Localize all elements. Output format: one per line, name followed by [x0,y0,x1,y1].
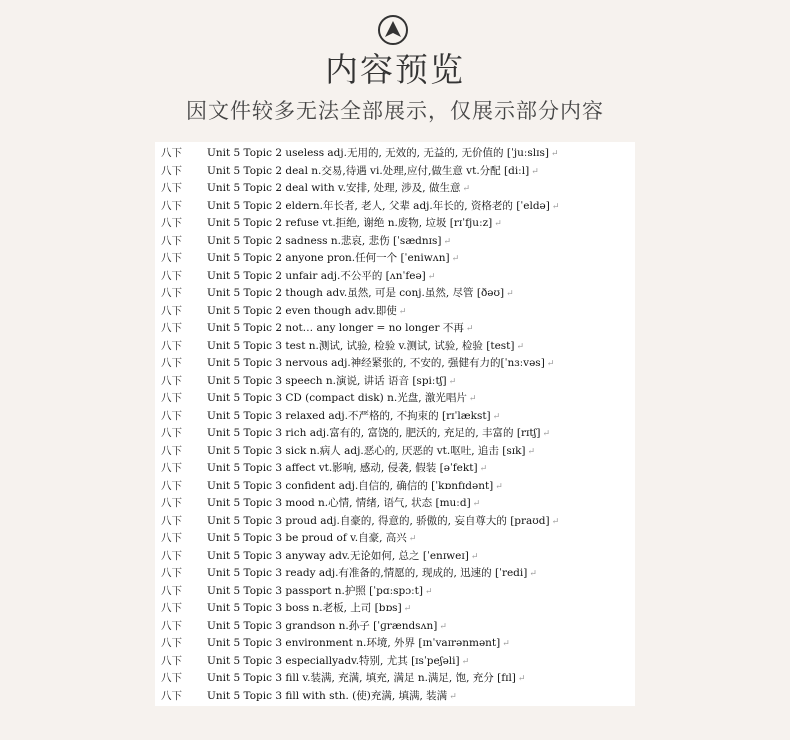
vocab-entry [207,163,539,182]
return-mark-icon: ↵ [517,674,526,684]
vocab-row [155,250,635,268]
vocab-entry [207,320,473,339]
return-mark-icon: ↵ [529,569,537,579]
return-mark-icon: ↵ [494,219,502,229]
vocab-row [155,355,635,373]
grade-label: 八下 [161,409,182,422]
return-mark-icon: ↵ [468,394,477,404]
vocab-row [155,513,635,531]
vocab-entry-text: Unit 5 Topic 2 unfair adj.不公平的 [ʌnˈfeə] [207,269,426,282]
grade-label: 八下 [161,619,182,632]
vocab-entry-text: Unit 5 Topic 3 boss n.老板, 上司 [bɒs] [207,602,402,614]
return-mark-icon: ↵ [495,481,503,492]
vocab-entry [207,635,510,654]
grade-label: 八下 [161,689,182,702]
vocab-row [155,373,635,391]
vocab-entry [207,180,470,199]
grade-label: 八下 [161,444,182,457]
grade-label: 八下 [161,567,182,579]
vocab-entry-text: Unit 5 Topic 2 deal with v.安排, 处理, 涉及, 做生意 [207,182,461,194]
vocab-entry-text: Unit 5 Topic 3 ready adj.有准备的,情愿的, 现成的, 迅速的 [ˈredi] [207,567,528,579]
return-mark-icon: ↵ [516,341,525,352]
vocab-entry-text: Unit 5 Topic 2 deal n.交易,待遇 vi.处理,应付,做生意 vt.分配 [diːl] [207,164,530,177]
return-mark-icon: ↵ [506,289,514,299]
vocab-entry [207,443,535,462]
return-mark-icon: ↵ [451,254,460,264]
grade-label: 八下 [161,479,182,492]
vocab-row [155,565,635,583]
vocab-entry [207,495,480,514]
grade-label: 八下 [161,217,182,229]
grade-label: 八下 [161,164,182,177]
grade-label: 八下 [161,532,182,544]
return-mark-icon: ↵ [449,691,457,702]
vocab-row [155,688,635,706]
grade-label: 八下 [161,514,182,527]
vocab-entry [207,583,433,602]
grade-label: 八下 [161,654,182,667]
vocab-row [155,425,635,443]
vocab-entry-text: Unit 5 Topic 3 sick n.病人 adj.恶心的, 厌恶的 vt.呕吐, 追击 [sɪk] [207,444,526,457]
vocab-entry [207,198,559,217]
vocab-row [155,600,635,618]
vocab-entry [207,688,457,707]
vocab-entry [207,268,435,287]
vocab-entry-text: Unit 5 Topic 3 speech n.演说, 讲话 语音 [spiːtʃ] [207,374,447,387]
vocab-entry-text: Unit 5 Topic 3 mood n.心情, 情绪, 语气, 状态 [muːd] [207,497,471,509]
vocab-row [155,670,635,688]
vocab-entry-text: Unit 5 Topic 2 though adv.虽然, 可是 conj.虽然, 尽管 [ðəʊ] [207,287,505,299]
vocab-entry-text: Unit 5 Topic 3 proud adj.自豪的, 得意的, 骄傲的, 妄自尊大的 [praʊd] [207,514,550,527]
vocab-entry-text: Unit 5 Topic 3 confident adj.自信的, 确信的 [ˈkɒnfɪdənt] [207,479,494,492]
grade-label: 八下 [161,357,182,369]
vocab-entry-text: Unit 5 Topic 3 fill v.装满, 充满, 填充, 满足 n.满足, 饱, 充分 [fɪl] [207,672,516,684]
grade-label: 八下 [161,287,182,299]
vocab-row [155,530,635,548]
return-mark-icon: ↵ [448,376,457,387]
vocab-entry [207,670,525,689]
vocab-entry [207,408,500,427]
vocab-entry-text: Unit 5 Topic 3 be proud of v.自豪, 高兴 [207,532,407,544]
vocab-row [155,495,635,513]
return-mark-icon: ↵ [542,429,551,439]
document-preview [155,142,635,706]
vocab-entry [207,425,550,444]
grade-label: 八下 [161,304,182,317]
return-mark-icon: ↵ [531,166,539,177]
vocab-entry [207,303,406,322]
vocab-row [155,320,635,338]
return-mark-icon: ↵ [398,306,407,317]
vocab-row [155,338,635,356]
grade-label: 八下 [161,672,182,684]
return-mark-icon: ↵ [462,184,471,194]
return-mark-icon: ↵ [527,446,536,457]
grade-label: 八下 [161,584,182,597]
vocab-entry [207,338,524,357]
vocab-entry [207,513,559,532]
vocab-row [155,443,635,461]
grade-label: 八下 [161,322,182,334]
return-mark-icon: ↵ [427,271,436,282]
return-mark-icon: ↵ [403,604,412,614]
grade-label: 八下 [161,549,182,562]
vocab-entry [207,460,487,479]
return-mark-icon: ↵ [470,551,479,562]
vocab-entry-text: Unit 5 Topic 3 especiallyadv.特别, 尤其 [ɪsˈpeʃəli] [207,654,460,667]
vocab-row [155,180,635,198]
vocab-entry-text: Unit 5 Topic 3 relaxed adj.不严格的, 不拘束的 [rɪˈlækst] [207,409,491,422]
vocab-entry [207,548,478,567]
vocab-entry [207,390,476,409]
return-mark-icon: ↵ [472,499,481,509]
grade-label: 八下 [161,602,182,614]
vocab-entry-text: Unit 5 Topic 3 CD (compact disk) n.光盘, 激光唱片 [207,392,467,404]
return-mark-icon: ↵ [546,359,555,369]
vocab-entry [207,233,451,252]
vocab-entry-text: Unit 5 Topic 3 passport n.护照 [ˈpɑːspɔːt] [207,584,423,597]
grade-label: 八下 [161,234,182,247]
vocab-entry [207,373,456,392]
grade-label: 八下 [161,199,182,212]
vocab-entry-text: Unit 5 Topic 2 eldern.年长者, 老人, 父辈 adj.年长的, 资格老的 [ˈeldə] [207,199,550,212]
vocab-row [155,215,635,233]
vocab-entry-text: Unit 5 Topic 2 useless adj.无用的, 无效的, 无益的, 无价值的 [ˈjuːslɪs] [207,147,549,159]
grade-label: 八下 [161,374,182,387]
grade-label: 八下 [161,427,182,439]
vocab-row [155,163,635,181]
grade-label: 八下 [161,497,182,509]
grade-label: 八下 [161,339,182,352]
vocab-entry-text: Unit 5 Topic 3 test n.测试, 试验, 检验 v.测试, 试验, 检验 [test] [207,339,515,352]
vocab-entry [207,145,559,164]
return-mark-icon: ↵ [425,586,433,597]
vocab-entry [207,355,554,374]
grade-label: 八下 [161,269,182,282]
vocab-row [155,268,635,286]
vocab-row [155,460,635,478]
vocab-row [155,478,635,496]
return-mark-icon: ↵ [502,639,510,649]
vocab-entry [207,618,447,637]
vocab-row [155,390,635,408]
return-mark-icon: ↵ [461,656,470,667]
vocab-entry [207,565,537,584]
vocab-entry-text: Unit 5 Topic 3 anyway adv.无论如何, 总之 [ˈenɪweɪ] [207,549,469,562]
vocab-entry-text: Unit 5 Topic 2 refuse vt.拒绝, 谢绝 n.废物, 垃圾 [rɪˈfjuːz] [207,217,493,229]
return-mark-icon: ↵ [492,411,501,422]
return-mark-icon: ↵ [551,516,560,527]
vocab-entry [207,530,416,549]
return-mark-icon: ↵ [551,149,559,159]
vocab-row [155,285,635,303]
vocab-entry [207,285,514,304]
vocab-entry [207,250,459,269]
grade-label: 八下 [161,462,182,474]
vocab-row [155,408,635,426]
grade-label: 八下 [161,147,182,159]
vocab-row [155,583,635,601]
vocab-entry [207,600,411,619]
return-mark-icon: ↵ [465,324,474,334]
vocab-row [155,198,635,216]
vocab-entry-text: Unit 5 Topic 2 anyone pron.任何一个 [ˈeniwʌn] [207,252,450,264]
return-mark-icon: ↵ [439,621,447,632]
vocab-entry-text: Unit 5 Topic 2 even though adv.即使 [207,304,397,317]
vocab-row [155,635,635,653]
vocab-entry [207,215,502,234]
vocab-row [155,548,635,566]
return-mark-icon: ↵ [479,464,488,474]
vocab-row [155,145,635,163]
vocab-entry [207,653,469,672]
vocab-entry-text: Unit 5 Topic 3 affect vt.影响, 感动, 侵袭, 假装 [əˈfekt] [207,462,478,474]
vocab-entry-text: Unit 5 Topic 2 not… any longer = no longer 不再 [207,322,464,334]
vocab-entry-text: Unit 5 Topic 3 environment n.环境, 外界 [ɪnˈvaɪrənmənt] [207,637,501,649]
page-title: 内容预览 [325,50,465,89]
vocab-entry-text: Unit 5 Topic 3 grandson n.孙子 [ˈɡrændsʌn] [207,619,438,632]
vocab-row [155,233,635,251]
return-mark-icon: ↵ [551,201,560,212]
compass-arrow-icon [377,14,409,46]
vocab-entry-text: Unit 5 Topic 3 rich adj.富有的, 富饶的, 肥沃的, 充足的, 丰富的 [rɪtʃ] [207,427,541,439]
grade-label: 八下 [161,182,182,194]
grade-label: 八下 [161,392,182,404]
vocab-row [155,653,635,671]
vocab-entry-text: Unit 5 Topic 3 nervous adj.神经紧张的, 不安的, 强健有力的[ˈnɜːvəs] [207,357,545,369]
grade-label: 八下 [161,252,182,264]
vocab-row [155,618,635,636]
grade-label: 八下 [161,637,182,649]
return-mark-icon: ↵ [443,236,452,247]
return-mark-icon: ↵ [408,534,417,544]
vocab-entry-text: Unit 5 Topic 3 fill with sth. (使)充满, 填满, 装满 [207,689,448,702]
vocab-entry [207,478,503,497]
vocab-entry-text: Unit 5 Topic 2 sadness n.悲哀, 悲伤 [ˈsædnɪs] [207,234,442,247]
vocab-row [155,303,635,321]
page-subtitle: 因文件较多无法全部展示，仅展示部分内容 [186,99,604,123]
